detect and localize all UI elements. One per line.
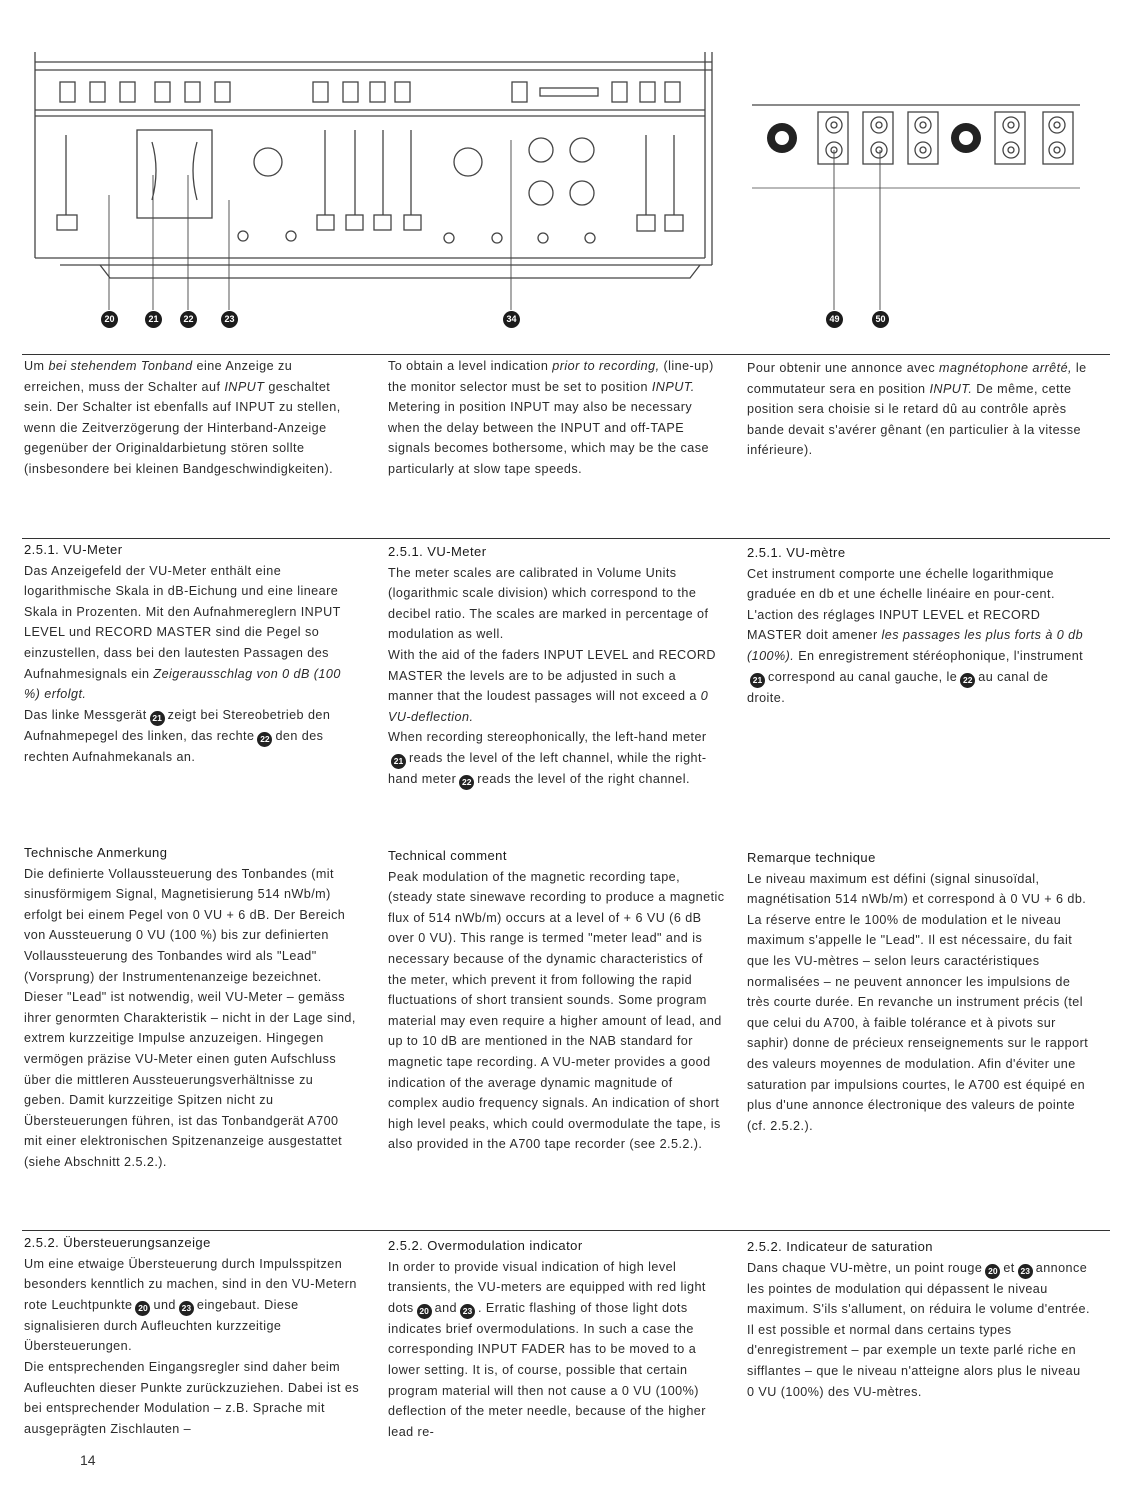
section-heading: Technische Anmerkung: [24, 845, 168, 860]
section-heading: Remarque technique: [747, 850, 876, 865]
section-heading: 2.5.1. VU-mètre: [747, 545, 846, 560]
ref-20: 20: [417, 1304, 432, 1319]
ref-22: 22: [459, 775, 474, 790]
section-heading: 2.5.1. VU-Meter: [388, 544, 487, 559]
ref-23: 23: [179, 1301, 194, 1316]
ref-22: 22: [257, 732, 272, 747]
rule-overmod: [22, 1230, 1110, 1231]
section-heading: 2.5.2. Indicateur de saturation: [747, 1239, 933, 1254]
section-heading: Technical comment: [388, 848, 507, 863]
callout-34: 34: [503, 311, 520, 328]
rule-top: [22, 354, 1110, 355]
section-heading: 2.5.1. VU-Meter: [24, 542, 123, 557]
over-en: 2.5.2. Overmodulation indicator In order to provide visual indication of high level transients, the VU-meters are equipped with red light dots 20 and 23 . Erratic flashing of those light dots indicates brief overmodulations. In such a case the corresponding INPUT FADER has to be moved to a lower setting. It is, of course, possible that certain program material will then not cause a 0 VU (100%) deflection of the meter needle, because of the higher lead re-: [388, 1236, 725, 1442]
rule-vu: [22, 538, 1110, 539]
page-number: 14: [80, 1452, 96, 1468]
ref-22: 22: [960, 673, 975, 688]
tech-en: Technical comment Peak modulation of the magnetic recording tape, (steady state sinewave recording to produce a magnetic flux of 514 nWb/m) occurs at a level of + 6 VU (6 dB over 0 VU). This range is termed "meter lead" and is necessary because of the dynamic characteristics of the meter, which prevent it from following the rapid fluctuations of short transient sounds. Some program material may even require a higher amount of lead, and up to 10 dB are mentioned in the NAB standard for magnetic tape recording. A VU-meter provides a good indication of the average dynamic magnitude of complex audio frequency signals. An indication of short high level peaks, which could overmodulate the tape, is also provided in the A700 tape recorder (see 2.5.2.).: [388, 848, 725, 1152]
callout-50: 50: [872, 311, 889, 328]
callout-22: 22: [180, 311, 197, 328]
intro-fr: Pour obtenir une annonce avec magnétophone arrêté, le commutateur sera en position INPUT. De même, cette position sera choisie si le retard dû au contrôle après bande devait s'avérer gênant (en particulier à la vitesse inférieure).: [747, 361, 1087, 458]
vu-de: 2.5.1. VU-Meter Das Anzeigefeld der VU-Meter enthält eine logarithmische Skala in dB-Eichung und eine lineare Skala in Prozenten. Mit den Aufnahmereglern INPUT LEVEL und RECORD MASTER sind die Pegel so einzustellen, dass bei den lautesten Passagen des Aufnahmesignals ein Zeigerausschlag von 0 dB (100 %) erfolgt. Das linke Messgerät 21 zeigt bei Stereobetrieb den Aufnahmepegel des linken, das rechte 22 den des rechten Aufnahmekanals an.: [24, 540, 354, 767]
front-panel-diagram: [0, 0, 1129, 340]
over-de: 2.5.2. Übersteuerungsanzeige Um eine etwaige Übersteuerung durch Impulsspitzen besonders kenntlich zu machen, sind in den VU-Metern rote Leuchtpunkte 20 und 23 eingebaut. Diese signalisieren durch Aufleuchten kurzzeitige Übersteuerungen. Die entsprechenden Eingangsregler sind daher beim Aufleuchten dieser Punkte zurückzuziehen. Dabei ist es bei entsprechender Modulation – z.B. Sprache mit ausgeprägten Zischlauten –: [24, 1233, 362, 1439]
section-heading: 2.5.2. Übersteuerungsanzeige: [24, 1235, 211, 1250]
ref-20: 20: [985, 1264, 1000, 1279]
callout-21: 21: [145, 311, 162, 328]
section-heading: 2.5.2. Overmodulation indicator: [388, 1238, 583, 1253]
tech-fr: Remarque technique Le niveau maximum est défini (signal sinusoïdal, magnétisation 514 nWb/m) et correspond à 0 VU + 6 db. La réserve entre le 100% de modulation et le niveau maximum s'appelle le "Lead". Il est nécessaire, du fait que les VU-mètres – selon leurs caractéristiques normalisées – ne peuvent annoncer les impulsions de très courte durée. En revanche un instrument précis (tel que celui du A700, à faible tolérance et à pivots sur saphir) donne de précieux renseignements sur le rapport des valeurs moyennes de modulation. Afin d'éviter une saturation par impulsions courtes, le A700 est équipé en plus d'une annonce électronique des valeurs de pointe (cf. 2.5.2.).: [747, 850, 1089, 1133]
ref-21: 21: [750, 673, 765, 688]
callout-23: 23: [221, 311, 238, 328]
vu-fr: 2.5.1. VU-mètre Cet instrument comporte une échelle logarithmique graduée en db et une échelle linéaire en pour-cent. L'action des réglages INPUT LEVEL et RECORD MASTER doit amener les passages les plus forts à 0 db (100%). En enregistrement stéréophonique, l'instrument21 correspond au canal gauche, le 22 au canal de droite.: [747, 543, 1090, 708]
callout-49: 49: [826, 311, 843, 328]
tech-de: Technische Anmerkung Die definierte Vollaussteuerung des Tonbandes (mit sinusförmigem Signal, Magnetisierung 514 nWb/m) erfolgt bei einem Pegel von 0 VU + 6 dB. Der Bereich von Aussteuerung 0 VU (100 %) bis zur definierten Vollaussteuerung des Tonbandes wird als "Lead" (Vorsprung) der Instrumentenanzeige bezeichnet. Dieser "Lead" ist notwendig, weil VU-Meter – gemäss ihrer genormten Charakteristik – nicht in der Lage sind, extrem kurzzeitige Impulse anzuzeigen. Hingegen vermögen präzise VU-Meter einen guten Aufschluss über die mittleren Aussteuerungsverhältnisse zu geben. Damit kurzzeitige Spitzen nicht zu Übersteuerungen führen, ist das Tonbandgerät A700 mit einer elektronischen Spitzenanzeige ausgestattet (siehe Abschnitt 2.5.2.).: [24, 845, 356, 1169]
ref-23: 23: [460, 1304, 475, 1319]
over-fr: 2.5.2. Indicateur de saturation Dans chaque VU-mètre, un point rouge 20 et 23 annonce les pointes de modulation qui dépassent le niveau maximum. S'ils s'allument, on réduira le volume d'entrée. Il est possible et normal dans certains types d'enregistrement – par exemple un texte parlé riche en sifflantes – que le niveau n'atteigne alors plus le niveau 0 VU (100%) des VU-mètres.: [747, 1239, 1090, 1399]
ref-21: 21: [391, 754, 406, 769]
ref-23: 23: [1018, 1264, 1033, 1279]
vu-en: 2.5.1. VU-Meter The meter scales are calibrated in Volume Units (logarithmic scale division) which correspond to the decibel ratio. The scales are marked in percentage of modulation as well. With the aid of the faders INPUT LEVEL and RECORD MASTER the levels are to be adjusted in such a manner that the loudest passages will not exceed a 0 VU-deflection. When recording stereophonically, the left-hand meter21 reads the level of the left channel, while the right-hand meter 22 reads the level of the right channel.: [388, 542, 721, 790]
callout-20: 20: [101, 311, 118, 328]
intro-de: Um bei stehendem Tonband eine Anzeige zu erreichen, muss der Schalter auf INPUT geschaltet sein. Der Schalter ist ebenfalls auf INPUT zu stellen, wenn die Zeitverzögerung der Hinterband-Anzeige gegenüber der Originaldarbietung stören sollte (insbesondere bei kleinen Bandgeschwindigkeiten).: [24, 359, 341, 476]
intro-en: To obtain a level indication prior to recording, (line-up) the monitor selector must be set to position INPUT. Metering in position INPUT may also be necessary when the delay between the INPUT and off-TAPE signals becomes bothersome, which may be the case particularly at slow tape speeds.: [388, 359, 714, 476]
ref-21: 21: [150, 711, 165, 726]
ref-20: 20: [135, 1301, 150, 1316]
